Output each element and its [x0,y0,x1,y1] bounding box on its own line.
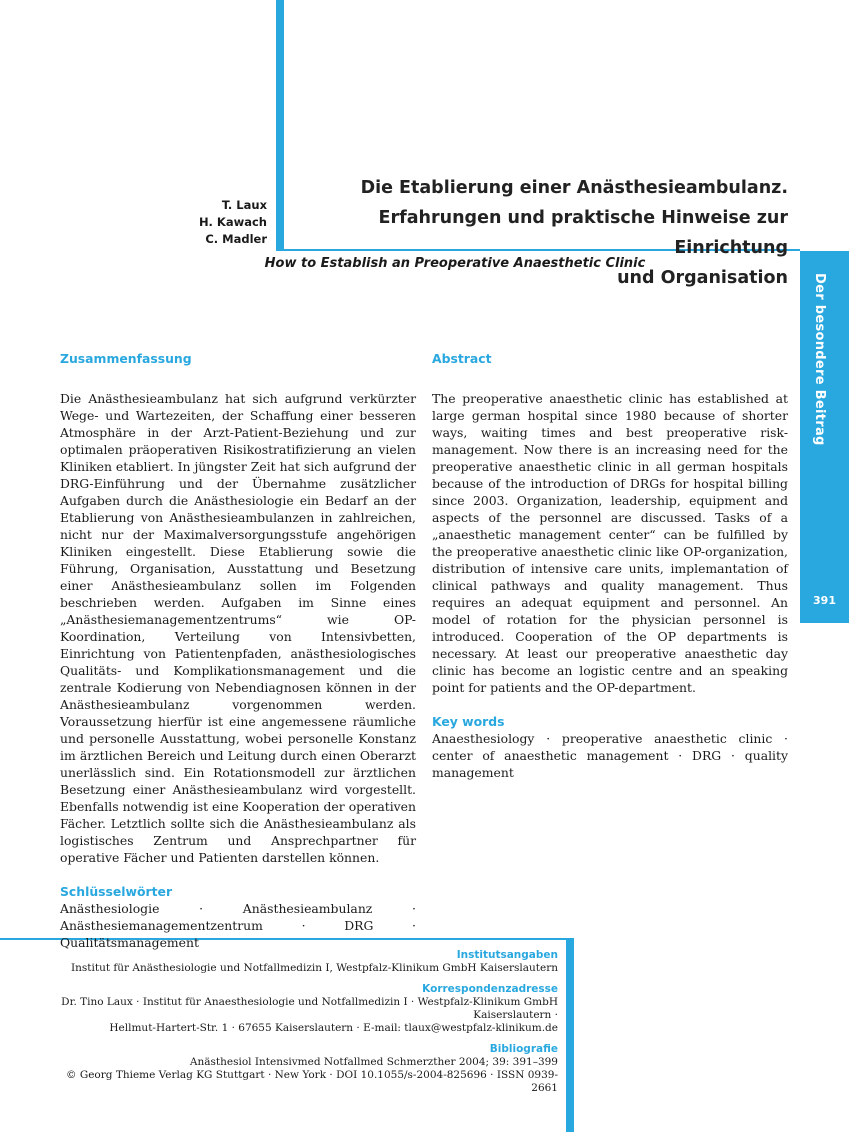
bibliography-heading: Bibliografie [489,1043,558,1055]
article-title [290,173,788,293]
title-line: Die Etablierung einer Anästhesieambulanz. [360,178,788,198]
top-vertical-accent-bar [276,0,284,251]
english-title: How to Establish an Preoperative Anaesthetic Clinic [264,256,646,271]
bibliography-text: Anästhesiol Intensivmed Notfallmed Schmerzther 2004; 39: 391–399 [189,1056,558,1068]
author-list [150,197,267,248]
german-keywords-heading: Schlüsselwörter [60,884,173,899]
english-keywords-heading: Key words [432,714,505,729]
correspondence-heading: Korrespondenzadresse [422,983,558,995]
section-side-tab [800,251,849,623]
section-label: Der besondere Beitrag [812,273,827,446]
german-abstract-body: Die Anästhesieambulanz hat sich aufgrund verkürzter Wege- und Wartezeiten, der Schaffung einer besseren Atmosphäre in der Arzt-Patient-Beziehung und zur optimalen präoperativen Risikostratifizierung an vielen Kliniken etabliert. In jüngster Zeit hat sich aufgrund der DRG-Einführung und der Übernahme zusätzlicher Aufgaben durch die Anästhesiologie ein Bedarf an der Etablierung von Anästhesieambulanzen in zahlreichen, nicht nur der Maximalversorgungsstufe angehörigen Kliniken eingestellt. Diese Etablierung sowie die Führung, Organisation, Ausstattung und Besetzung einer Anästhesieambulanz sollen im Folgenden beschrieben werden. Aufgaben im Sinne eines „Anästhesiemanagementzentrums“ wie OP-Koordination, Verteilung von Intensivbetten, Einrichtung von Patientenpfaden, anästhesiologisches Qualitäts- und Komplikationsmanagement und die zentrale Kodierung von Nebendiagnosen können in der Anästhesieambulanz vorgenommen werden. Voraussetzung hierfür ist eine angemessene räumliche und personelle Ausstattung, wobei personelle Konstanz im ärztlichen Bereich und Leitung durch einen Oberarzt unerlässlich sind. Ein Rotationsmodell zur ärztlichen Besetzung einer Anästhesieambulanz wird vorgestellt. Ebenfalls notwendig ist eine Kooperation der operativen Fächer. Letztlich sollte sich die Anästhesieambulanz als logistisches Zentrum und Ansprechpartner für operative Fächer und Patienten darstellen können. [60,391,416,865]
page-number: 391 [813,594,836,607]
author-name: T. Laux [221,198,267,212]
german-abstract-heading: Zusammenfassung [60,351,192,366]
author-name: H. Kawach [198,215,267,229]
english-abstract-body: The preoperative anaesthetic clinic has established at large german hospital since 1980 because of shorter ways, waiting times and best preoperative risk-management. Now there is an increasing need for the preoperative anaesthetic clinic in all german hospitals because of the introduction of DRGs for hospital billing since 2003. Organization, leadership, equipment and aspects of the personnel are discussed. Tasks of a „anaesthetic management center“ can be fulfilled by the preoperative anaesthetic clinic like OP-organization, distribution of intensive care units, implemantation of clinical pathways and quality management. Thus requires an adequat equipment and personnel. An model of rotation for the physician personnel is introduced. Cooperation of the OP departments is necessary. At least our preoperative anaesthetic day clinic has become an logistic centre and an speaking point for patients and the OP-department. [432,391,788,695]
title-line: und Organisation [617,268,788,288]
footer-vertical-accent-bar [566,938,574,1132]
title-line: Erfahrungen und praktische Hinweise zur Einrichtung [378,208,788,258]
correspondence-text: Dr. Tino Laux · Institut für Anaesthesiologie und Notfallmedizin I · Westpfalz-Klinikum GmbH Kaiserslautern · [61,996,558,1021]
german-abstract-column [60,350,416,951]
author-name: C. Madler [205,232,267,246]
german-keywords: Anästhesiologie · Anästhesieambulanz · Anästhesiemanagementzentrum · DRG · Qualitätsmanagement [60,901,416,950]
english-keywords: Anaesthesiology · preoperative anaesthetic clinic · center of anaesthetic management · DRG · quality management [432,731,788,780]
institution-heading: Institutsangaben [456,949,558,961]
english-abstract-column [432,350,788,781]
article-footer [60,949,558,1095]
institution-text: Institut für Anästhesiologie und Notfallmedizin I, Westpfalz-Klinikum GmbH Kaiserslautern [70,962,558,974]
correspondence-text: Hellmut-Hartert-Str. 1 · 67655 Kaiserslautern · E-mail: tlaux@westpfalz-klinikum.de [109,1022,558,1034]
english-abstract-heading: Abstract [432,351,492,366]
bibliography-text: © Georg Thieme Verlag KG Stuttgart · New York · DOI 10.1055/s-2004-825696 · ISSN 0939-2661 [65,1069,558,1094]
